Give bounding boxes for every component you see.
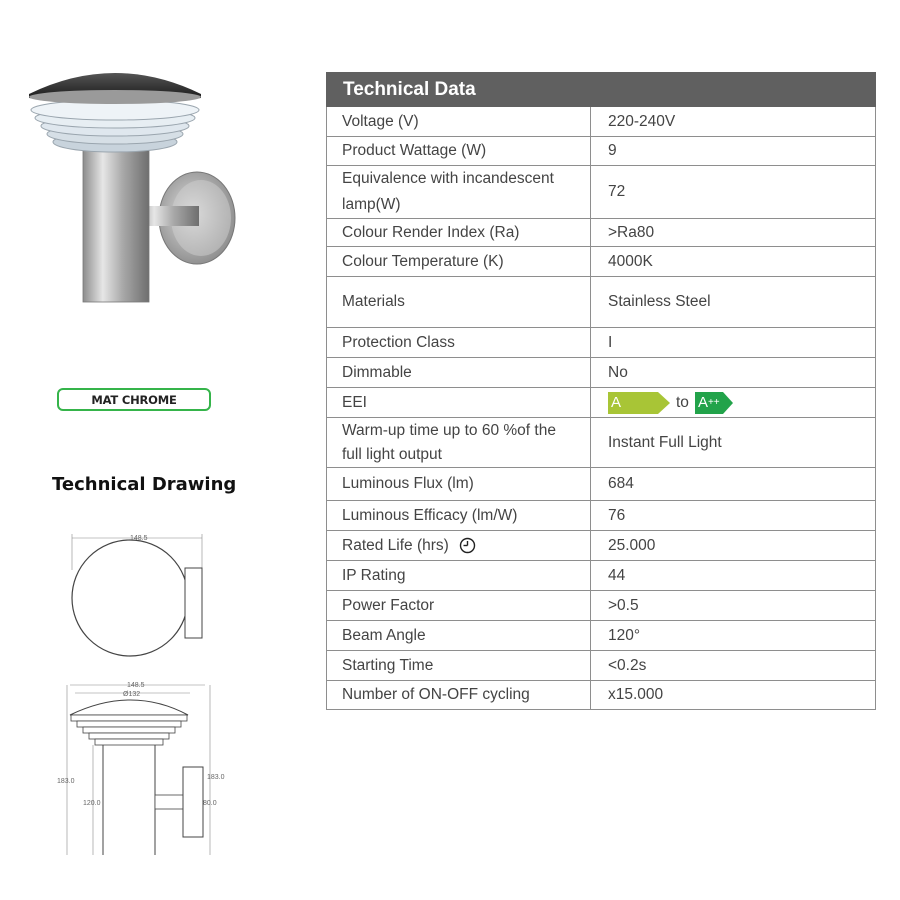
row-value: No bbox=[591, 358, 876, 388]
row-value: 684 bbox=[591, 468, 876, 501]
eei-class-a-badge bbox=[608, 392, 670, 414]
table-row bbox=[327, 591, 876, 621]
row-value: 220-240V bbox=[591, 107, 876, 137]
table-row bbox=[327, 166, 876, 219]
table-row bbox=[327, 531, 876, 561]
row-label: Rated Life (hrs) bbox=[342, 536, 449, 554]
height-dim-label: 183.0 bbox=[57, 778, 75, 785]
table-row bbox=[327, 388, 876, 418]
row-value: 44 bbox=[591, 561, 876, 591]
row-value: Instant Full Light bbox=[591, 418, 876, 468]
eei-to-label: to bbox=[676, 393, 689, 411]
row-label: Luminous Efficacy (lm/W) bbox=[327, 501, 591, 531]
table-row bbox=[327, 501, 876, 531]
eei-class-app-badge bbox=[695, 392, 733, 414]
table-row bbox=[327, 621, 876, 651]
row-label: Colour Render Index (Ra) bbox=[327, 219, 591, 247]
diameter-dim-label: Ø132 bbox=[123, 691, 141, 698]
table-row bbox=[327, 137, 876, 166]
row-label: Power Factor bbox=[327, 591, 591, 621]
row-label: Dimmable bbox=[327, 358, 591, 388]
row-value: 9 bbox=[591, 137, 876, 166]
table-row bbox=[327, 418, 876, 468]
row-value: x15.000 bbox=[591, 681, 876, 710]
tube-dim-label: 120.0 bbox=[83, 800, 101, 807]
finish-badge: MAT CHROME bbox=[57, 388, 211, 411]
row-value: <0.2s bbox=[591, 651, 876, 681]
height-dim-label-right: 183.0 bbox=[207, 774, 225, 781]
row-label: Starting Time bbox=[327, 651, 591, 681]
row-value: Stainless Steel bbox=[591, 277, 876, 328]
table-row bbox=[327, 247, 876, 277]
clock-icon bbox=[459, 537, 476, 554]
drawing-title: Technical Drawing bbox=[52, 474, 237, 495]
drawing-side-view bbox=[55, 675, 245, 855]
eei-from-label: A bbox=[611, 393, 622, 411]
row-value: 25.000 bbox=[591, 531, 876, 561]
eei-value bbox=[591, 388, 876, 418]
row-label: Materials bbox=[327, 277, 591, 328]
rated-life-cell bbox=[327, 531, 591, 561]
row-label: Voltage (V) bbox=[327, 107, 591, 137]
row-value: I bbox=[591, 328, 876, 358]
table-row bbox=[327, 561, 876, 591]
row-value: 120° bbox=[591, 621, 876, 651]
table-row bbox=[327, 468, 876, 501]
row-value: 76 bbox=[591, 501, 876, 531]
table-row bbox=[327, 107, 876, 137]
row-label: Beam Angle bbox=[327, 621, 591, 651]
row-label: Equivalence with incandescent lamp(W) bbox=[327, 166, 591, 219]
eei-to-sup: ++ bbox=[707, 396, 720, 408]
table-row bbox=[327, 358, 876, 388]
row-label: Colour Temperature (K) bbox=[327, 247, 591, 277]
width-dim-label: 148.5 bbox=[130, 535, 148, 542]
row-label: EEI bbox=[327, 388, 591, 418]
row-label: IP Rating bbox=[327, 561, 591, 591]
row-label: Product Wattage (W) bbox=[327, 137, 591, 166]
eei-to-class: A bbox=[697, 393, 708, 411]
table-row bbox=[327, 681, 876, 710]
row-value: 72 bbox=[591, 166, 876, 219]
drawing-top-view bbox=[60, 530, 220, 660]
plate-dim-label: 80.0 bbox=[203, 800, 217, 807]
row-value: 4000K bbox=[591, 247, 876, 277]
row-label: Protection Class bbox=[327, 328, 591, 358]
technical-data-table bbox=[326, 72, 876, 710]
row-label: Luminous Flux (lm) bbox=[327, 468, 591, 501]
row-value: >0.5 bbox=[591, 591, 876, 621]
table-row bbox=[327, 277, 876, 328]
table-row bbox=[327, 219, 876, 247]
row-label: Number of ON-OFF cycling bbox=[327, 681, 591, 710]
table-row bbox=[327, 328, 876, 358]
row-label: Warm-up time up to 60 %of the full light output bbox=[327, 418, 591, 468]
width-dim-label-2: 148.5 bbox=[127, 682, 145, 689]
product-photo bbox=[25, 70, 240, 310]
table-row bbox=[327, 651, 876, 681]
table-header: Technical Data bbox=[327, 73, 876, 107]
row-value: >Ra80 bbox=[591, 219, 876, 247]
